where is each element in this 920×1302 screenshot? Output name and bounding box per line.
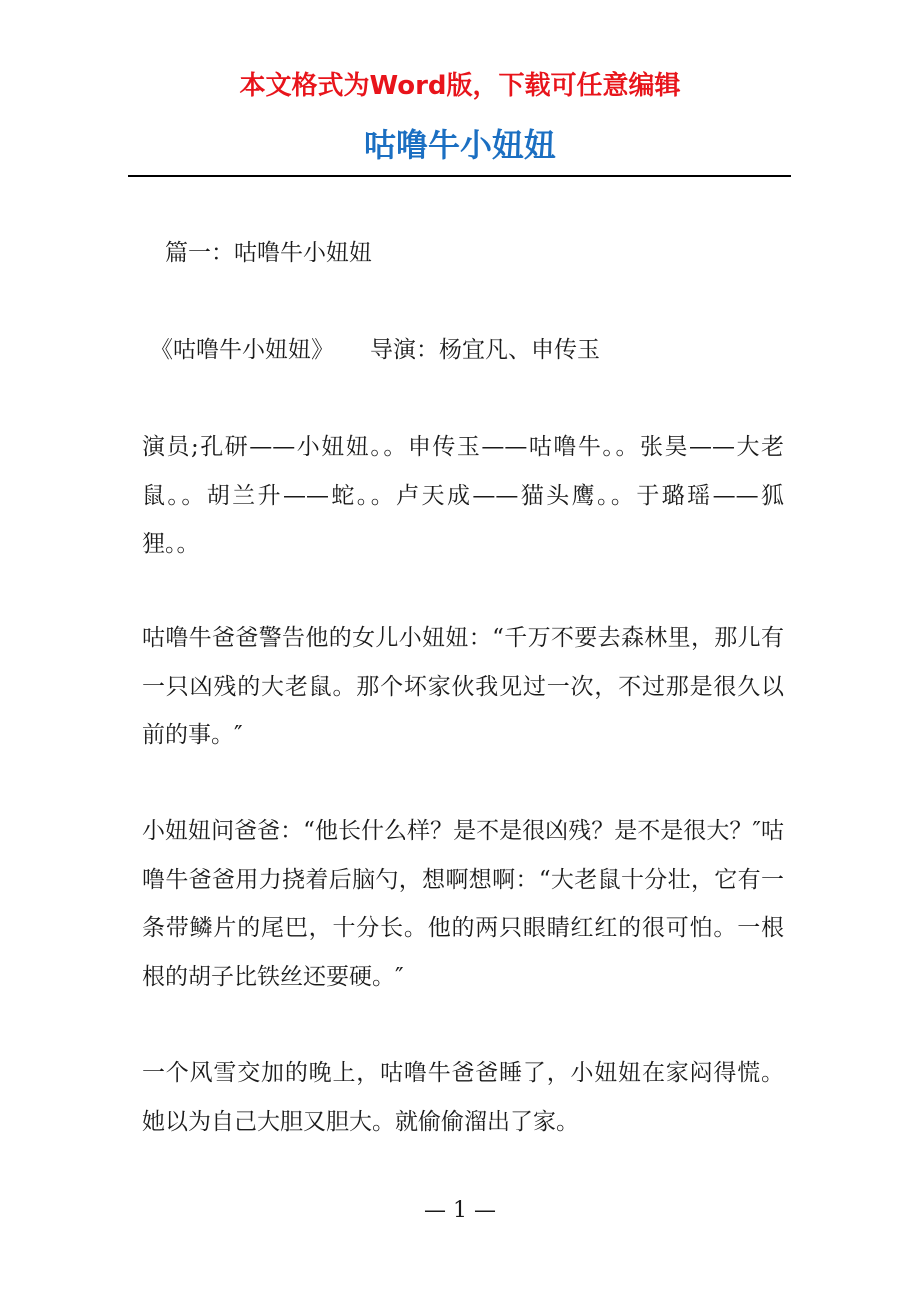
cast-paragraph: 演员;孔研——小妞妞。。申传玉——咕噜牛。。张昊——大老鼠。。胡兰升——蛇。。卢天成——猫头鹰。。于璐瑶——狐狸。。 (142, 434, 784, 557)
body-paragraph-2: 小妞妞问爸爸：“他长什么样？是不是很凶残？是不是很大？″咕噜牛爸爸用力挠着后脑勺，想啊想啊：“大老鼠十分壮，它有一条带鳞片的尾巴，十分长。他的两只眼睛红红的很可怕。一根根的胡子比铁丝还要硬。″ (142, 818, 784, 990)
directors: 导演：杨宜凡、申传玉 (370, 337, 600, 363)
body-paragraph-1: 咕噜牛爸爸警告他的女儿小妞妞：“千万不要去森林里，那儿有一只凶残的大老鼠。那个坏家伙我见过一次，不过那是很久以前的事。″ (142, 625, 784, 748)
film-credit-line (150, 326, 790, 375)
section-heading: 篇一：咕噜牛小妞妞 (165, 240, 372, 266)
download-notice-banner: 本文格式为Word版，下载可任意编辑 (239, 71, 681, 101)
page-number: — 1 — (424, 1198, 496, 1223)
document-title: 咕噜牛小妞妞 (363, 126, 556, 164)
film-title: 《咕噜牛小妞妞》 (150, 337, 334, 363)
body-paragraph-3: 一个风雪交加的晚上，咕噜牛爸爸睡了，小妞妞在家闷得慌。她以为自己大胆又胆大。就偷偷溜出了家。 (142, 1060, 784, 1135)
title-divider (128, 175, 791, 177)
